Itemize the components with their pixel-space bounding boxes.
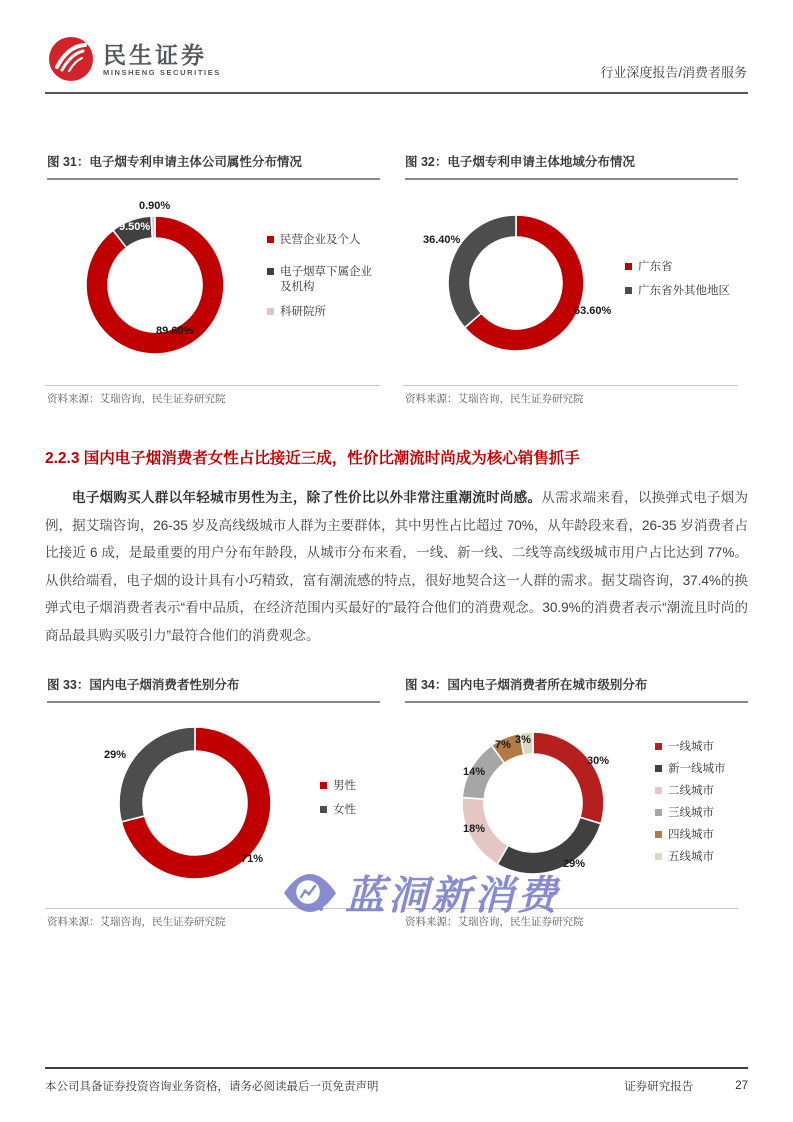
section-heading: 2.2.3 国内电子烟消费者女性占比接近三成，性价比潮流时尚成为核心销售抓手 xyxy=(45,450,580,467)
logo-english-name: MINSHENG SECURITIES xyxy=(103,67,221,77)
figure-33-title: 图 33：国内电子烟消费者性别分布 xyxy=(47,678,380,703)
figure-34-source: 资料来源：艾瑞咨询，民生证券研究院 xyxy=(405,916,584,928)
donut-slice xyxy=(151,216,155,238)
figure-31-donut-chart xyxy=(81,211,229,359)
figure-34-title: 图 34：国内电子烟消费者所在城市级别分布 xyxy=(405,678,748,703)
data-label: 29% xyxy=(104,749,127,761)
legend-item xyxy=(655,762,726,777)
legend-item xyxy=(267,233,361,248)
figure-32-donut-chart xyxy=(445,212,587,354)
legend-label: 女性 xyxy=(333,804,356,816)
data-label: 63.60% xyxy=(574,305,612,317)
legend-label: 四线城市 xyxy=(668,829,714,841)
data-label: 29% xyxy=(563,858,586,870)
figure-31 xyxy=(45,155,380,410)
figure-32 xyxy=(403,155,738,410)
legend-swatch xyxy=(655,743,662,750)
legend-swatch xyxy=(655,853,662,860)
report-type-label: 行业深度报告/消费者服务 xyxy=(600,65,747,80)
source-divider xyxy=(403,908,738,909)
legend-label: 广东省外其他地区 xyxy=(638,285,730,297)
donut-slice xyxy=(533,732,604,824)
donut-slice xyxy=(448,215,516,328)
legend-swatch xyxy=(655,831,662,838)
legend-item xyxy=(320,803,356,818)
legend-label: 科研院所 xyxy=(280,306,326,318)
legend-label: 男性 xyxy=(333,780,356,792)
page-number: 27 xyxy=(735,1080,748,1092)
paragraph-rest: 从需求端来看，以换弹式电子烟为例，据艾瑞咨询，26-35 岁及高线级城市人群为主要群体，其中男性占比超过 70%，从年龄段来看，26-35 岁消费者占比接近 6 成，是最重要的用户分布年龄段，从城市分布来看，一线、新一线、二线等高线级城市用户占比达到 77%。从供给端看，电子烟的设计具有小巧精致，富有潮流感的特点，很好地契合这一人群的需求。据艾瑞咨询，37.4%的换弹式电子烟消费者表示“看中品质，在经济范围内买最好的”最符合他们的消费观念。30.9%的消费者表示“潮流且时尚的商品最具购买吸引力”最符合他们的消费观念。 xyxy=(45,490,749,643)
figure-32-title: 图 32：电子烟专利申请主体地域分布情况 xyxy=(405,155,738,180)
data-label: 3% xyxy=(515,734,531,746)
data-label: 30% xyxy=(587,755,610,767)
legend-swatch xyxy=(267,308,274,315)
legend-label: 五线城市 xyxy=(668,851,714,863)
logo-chinese-name: 民生证券 xyxy=(103,41,207,68)
legend-label: 二线城市 xyxy=(668,785,714,797)
figure-34-donut-chart xyxy=(460,730,606,876)
legend-item xyxy=(655,740,714,755)
legend-label: 广东省 xyxy=(638,261,673,273)
page-footer xyxy=(45,1078,748,1094)
watermark-text: 蓝洞新消费 xyxy=(345,874,560,918)
minsheng-logo-icon xyxy=(48,36,94,82)
source-divider xyxy=(45,385,380,386)
source-divider xyxy=(403,385,738,386)
legend-swatch xyxy=(625,263,632,270)
legend-item xyxy=(320,779,356,794)
legend-label: 民营企业及个人 xyxy=(280,234,361,246)
legend-item xyxy=(267,265,379,295)
paragraph-lead-bold: 电子烟购买人群以年轻城市男性为主，除了性价比以外非常注重潮流时尚感。 xyxy=(72,490,542,505)
legend-swatch xyxy=(655,765,662,772)
legend-label: 三线城市 xyxy=(668,807,714,819)
footer-disclaimer: 本公司具备证券投资咨询业务资格，请务必阅读最后一页免责声明 xyxy=(45,1081,379,1093)
figure-32-source: 资料来源：艾瑞咨询，民生证券研究院 xyxy=(405,393,584,405)
donut-slice xyxy=(497,817,601,874)
legend-swatch xyxy=(267,268,274,275)
data-label: 18% xyxy=(463,823,486,835)
legend-swatch xyxy=(320,806,327,813)
data-label: 71% xyxy=(241,853,264,865)
legend-item xyxy=(655,806,714,821)
legend-swatch xyxy=(655,787,662,794)
legend-label: 电子烟草下属企业及机构 xyxy=(280,266,372,293)
footer-report-label: 证券研究报告 xyxy=(624,1081,694,1093)
legend-swatch xyxy=(267,236,274,243)
legend-item xyxy=(655,784,714,799)
figure-31-title: 图 31：电子烟专利申请主体公司属性分布情况 xyxy=(47,155,380,180)
data-label: 0.90% xyxy=(139,200,171,212)
figure-33 xyxy=(45,678,380,933)
legend-item xyxy=(655,850,714,865)
legend-swatch xyxy=(625,287,632,294)
data-label: 9.50% xyxy=(119,221,151,233)
data-label: 89.60% xyxy=(156,325,194,337)
legend-item xyxy=(625,284,730,299)
header-divider xyxy=(45,92,748,94)
data-label: 14% xyxy=(463,766,486,778)
legend-swatch xyxy=(655,809,662,816)
figure-31-source: 资料来源：艾瑞咨询，民生证券研究院 xyxy=(47,393,226,405)
body-paragraph xyxy=(45,484,748,649)
legend-item xyxy=(655,828,714,843)
legend-item xyxy=(625,260,673,275)
data-label: 36.40% xyxy=(423,234,461,246)
brand-logo xyxy=(48,36,221,82)
figure-33-source: 资料来源：艾瑞咨询，民生证券研究院 xyxy=(47,916,226,928)
legend-swatch xyxy=(320,782,327,789)
donut-slice xyxy=(119,727,195,822)
legend-item xyxy=(267,305,326,320)
data-label: 7% xyxy=(495,739,511,751)
figure-34 xyxy=(403,678,748,933)
footer-divider xyxy=(45,1067,748,1069)
source-divider xyxy=(45,908,380,909)
legend-label: 新一线城市 xyxy=(668,763,726,775)
legend-label: 一线城市 xyxy=(668,741,714,753)
